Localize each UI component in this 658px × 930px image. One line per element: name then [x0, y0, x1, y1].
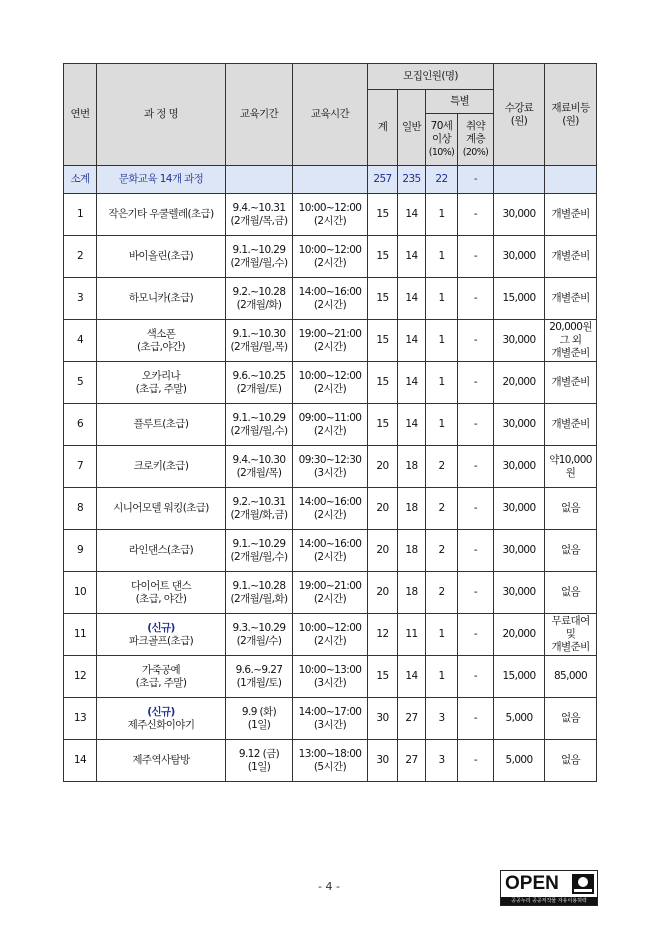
row-no: 5	[64, 362, 97, 404]
count-general: 14	[398, 236, 426, 278]
count-age70: 1	[426, 194, 458, 236]
count-general: 11	[398, 614, 426, 656]
course-period: 9.1.~10.29 (2개월/월,수)	[226, 404, 293, 446]
count-general: 27	[398, 740, 426, 782]
course-time: 19:00~21:00 (2시간)	[293, 320, 368, 362]
table-row	[64, 320, 597, 362]
course-time: 10:00~12:00 (2시간)	[293, 194, 368, 236]
count-age70: 1	[426, 656, 458, 698]
new-tag: (신규)	[147, 705, 175, 718]
course-fee: 30,000	[494, 572, 545, 614]
row-no: 9	[64, 530, 97, 572]
count-age70: 1	[426, 362, 458, 404]
count-age70: 1	[426, 236, 458, 278]
subtotal-total: 257	[368, 166, 398, 194]
course-time: 09:00~11:00 (2시간)	[293, 404, 368, 446]
count-vulnerable: -	[458, 656, 494, 698]
material-cost: 없음	[545, 698, 597, 740]
material-cost: 없음	[545, 488, 597, 530]
row-no: 13	[64, 698, 97, 740]
course-fee: 30,000	[494, 488, 545, 530]
course-period: 9.1.~10.30 (2개월/월,목)	[226, 320, 293, 362]
count-general: 18	[398, 446, 426, 488]
course-name: 플루트(초급)	[97, 404, 226, 446]
course-name: 라인댄스(초급)	[97, 530, 226, 572]
row-no: 6	[64, 404, 97, 446]
count-total: 30	[368, 698, 398, 740]
course-period: 9.6.~9.27 (1개월/토)	[226, 656, 293, 698]
course-time: 10:00~12:00 (2시간)	[293, 614, 368, 656]
header-material: 재료비등 (원)	[545, 64, 597, 166]
material-cost: 개별준비	[545, 194, 597, 236]
table-row	[64, 656, 597, 698]
count-total: 20	[368, 572, 398, 614]
new-tag: (신규)	[147, 621, 175, 634]
row-no: 3	[64, 278, 97, 320]
course-name: 바이올린(초급)	[97, 236, 226, 278]
table-row	[64, 194, 597, 236]
table-row	[64, 614, 597, 656]
count-total: 20	[368, 446, 398, 488]
course-name: 제주역사탐방	[97, 740, 226, 782]
license-badge-icon	[572, 874, 594, 894]
header-vulnerable: 취약 계층 (20%)	[458, 114, 494, 166]
table-row	[64, 488, 597, 530]
table-row	[64, 404, 597, 446]
material-cost: 개별준비	[545, 236, 597, 278]
course-period: 9.3.~10.29 (2개월/수)	[226, 614, 293, 656]
row-no: 10	[64, 572, 97, 614]
material-cost: 개별준비	[545, 278, 597, 320]
header-fee: 수강료 (원)	[494, 64, 545, 166]
count-age70: 2	[426, 530, 458, 572]
open-logo-caption: 공공누리 공공저작물 자유이용허락	[501, 897, 597, 905]
count-general: 14	[398, 656, 426, 698]
subtotal-age70: 22	[426, 166, 458, 194]
header-time: 교육시간	[293, 64, 368, 166]
table-row	[64, 362, 597, 404]
count-total: 20	[368, 488, 398, 530]
row-no: 8	[64, 488, 97, 530]
row-no: 2	[64, 236, 97, 278]
course-name: (신규) 제주신화이야기	[97, 698, 226, 740]
row-no: 7	[64, 446, 97, 488]
count-general: 18	[398, 488, 426, 530]
table-row	[64, 236, 597, 278]
count-age70: 1	[426, 614, 458, 656]
count-vulnerable: -	[458, 446, 494, 488]
course-name: 색소폰 (초급,야간)	[97, 320, 226, 362]
count-total: 15	[368, 656, 398, 698]
count-total: 15	[368, 404, 398, 446]
course-time: 19:00~21:00 (2시간)	[293, 572, 368, 614]
count-vulnerable: -	[458, 194, 494, 236]
course-name: 작은기타 우쿨렐레(초급)	[97, 194, 226, 236]
count-total: 15	[368, 236, 398, 278]
count-vulnerable: -	[458, 614, 494, 656]
count-total: 15	[368, 278, 398, 320]
material-cost: 20,000원 그 외 개별준비	[545, 320, 597, 362]
open-logo-word: OPEN	[505, 873, 559, 894]
subtotal-name: 문화교육 14개 과정	[97, 166, 226, 194]
count-vulnerable: -	[458, 488, 494, 530]
course-time: 10:00~12:00 (2시간)	[293, 236, 368, 278]
page-number: - 4 -	[318, 880, 340, 893]
course-period: 9.1.~10.28 (2개월/월,화)	[226, 572, 293, 614]
header-recruit: 모집인원(명)	[368, 64, 494, 90]
header-general: 일반	[398, 90, 426, 166]
material-cost: 개별준비	[545, 404, 597, 446]
course-fee: 30,000	[494, 530, 545, 572]
count-general: 14	[398, 404, 426, 446]
count-general: 27	[398, 698, 426, 740]
header-no: 연번	[64, 64, 97, 166]
count-age70: 2	[426, 488, 458, 530]
course-fee: 20,000	[494, 614, 545, 656]
count-age70: 2	[426, 572, 458, 614]
course-period: 9.4.~10.30 (2개월/목)	[226, 446, 293, 488]
count-general: 18	[398, 530, 426, 572]
count-age70: 3	[426, 698, 458, 740]
count-age70: 1	[426, 320, 458, 362]
header-period: 교육기간	[226, 64, 293, 166]
subtotal-vulnerable: -	[458, 166, 494, 194]
header-age70: 70세 이상 (10%)	[426, 114, 458, 166]
count-total: 12	[368, 614, 398, 656]
course-name: 다이어트 댄스 (초급, 야간)	[97, 572, 226, 614]
subtotal-general: 235	[398, 166, 426, 194]
subtotal-row	[64, 166, 597, 194]
course-name: 가죽공예 (초급, 주말)	[97, 656, 226, 698]
table-row	[64, 446, 597, 488]
count-age70: 2	[426, 446, 458, 488]
course-time: 10:00~12:00 (2시간)	[293, 362, 368, 404]
course-fee: 30,000	[494, 446, 545, 488]
table-row	[64, 278, 597, 320]
course-fee: 5,000	[494, 740, 545, 782]
course-fee: 30,000	[494, 236, 545, 278]
course-name: 오카리나 (초급, 주말)	[97, 362, 226, 404]
course-time: 14:00~16:00 (2시간)	[293, 278, 368, 320]
row-no: 11	[64, 614, 97, 656]
count-general: 14	[398, 320, 426, 362]
course-fee: 5,000	[494, 698, 545, 740]
count-total: 15	[368, 320, 398, 362]
course-table	[63, 63, 597, 782]
count-age70: 1	[426, 404, 458, 446]
material-cost: 85,000	[545, 656, 597, 698]
table-row	[64, 698, 597, 740]
count-vulnerable: -	[458, 572, 494, 614]
count-vulnerable: -	[458, 530, 494, 572]
row-no: 1	[64, 194, 97, 236]
material-cost: 무료대여 및 개별준비	[545, 614, 597, 656]
count-vulnerable: -	[458, 320, 494, 362]
header-course: 과 정 명	[97, 64, 226, 166]
count-total: 15	[368, 362, 398, 404]
count-age70: 1	[426, 278, 458, 320]
course-name: 하모니카(초급)	[97, 278, 226, 320]
open-license-logo	[500, 870, 598, 906]
row-no: 4	[64, 320, 97, 362]
material-cost: 없음	[545, 530, 597, 572]
course-fee: 30,000	[494, 320, 545, 362]
count-general: 14	[398, 278, 426, 320]
course-name: 크로키(초급)	[97, 446, 226, 488]
course-period: 9.6.~10.25 (2개월/토)	[226, 362, 293, 404]
course-period: 9.2.~10.31 (2개월/화,금)	[226, 488, 293, 530]
count-total: 20	[368, 530, 398, 572]
course-period: 9.4.~10.31 (2개월/목,금)	[226, 194, 293, 236]
table-row	[64, 572, 597, 614]
course-period: 9.2.~10.28 (2개월/화)	[226, 278, 293, 320]
course-fee: 15,000	[494, 278, 545, 320]
header-total: 계	[368, 90, 398, 166]
count-age70: 3	[426, 740, 458, 782]
course-time: 14:00~16:00 (2시간)	[293, 530, 368, 572]
header-special: 특별	[426, 90, 494, 114]
table-row	[64, 530, 597, 572]
count-total: 15	[368, 194, 398, 236]
row-no: 14	[64, 740, 97, 782]
course-time: 10:00~13:00 (3시간)	[293, 656, 368, 698]
material-cost: 없음	[545, 572, 597, 614]
course-time: 13:00~18:00 (5시간)	[293, 740, 368, 782]
count-vulnerable: -	[458, 362, 494, 404]
course-time: 09:30~12:30 (3시간)	[293, 446, 368, 488]
material-cost: 약10,000원	[545, 446, 597, 488]
count-total: 30	[368, 740, 398, 782]
count-general: 18	[398, 572, 426, 614]
material-cost: 없음	[545, 740, 597, 782]
count-vulnerable: -	[458, 404, 494, 446]
table-row	[64, 740, 597, 782]
count-vulnerable: -	[458, 278, 494, 320]
course-period: 9.12 (금) (1일)	[226, 740, 293, 782]
row-no: 12	[64, 656, 97, 698]
count-general: 14	[398, 194, 426, 236]
course-time: 14:00~17:00 (3시간)	[293, 698, 368, 740]
course-fee: 30,000	[494, 404, 545, 446]
course-fee: 20,000	[494, 362, 545, 404]
course-fee: 30,000	[494, 194, 545, 236]
course-name: 시니어모델 워킹(초급)	[97, 488, 226, 530]
count-vulnerable: -	[458, 698, 494, 740]
course-name: (신규) 파크골프(초급)	[97, 614, 226, 656]
course-period: 9.1.~10.29 (2개월/월,수)	[226, 236, 293, 278]
material-cost: 개별준비	[545, 362, 597, 404]
count-general: 14	[398, 362, 426, 404]
subtotal-label: 소계	[64, 166, 97, 194]
course-fee: 15,000	[494, 656, 545, 698]
course-period: 9.1.~10.29 (2개월/월,수)	[226, 530, 293, 572]
count-vulnerable: -	[458, 236, 494, 278]
count-vulnerable: -	[458, 740, 494, 782]
course-period: 9.9 (화) (1일)	[226, 698, 293, 740]
course-time: 14:00~16:00 (2시간)	[293, 488, 368, 530]
